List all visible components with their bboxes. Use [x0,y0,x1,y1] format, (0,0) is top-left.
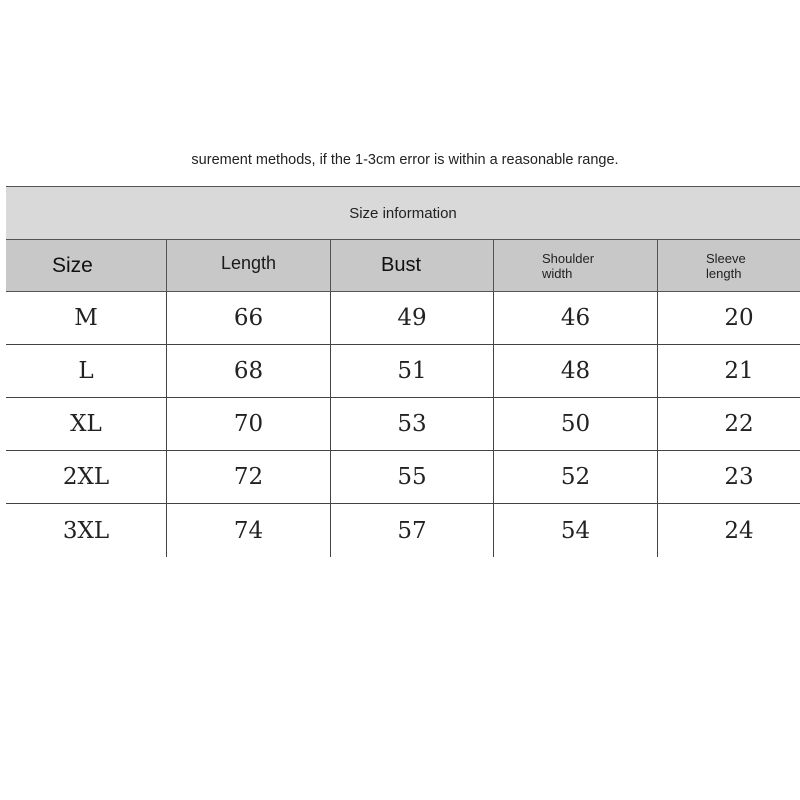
cell-sleeve-length: 22 [658,398,800,451]
header-shoulder-width [494,240,658,292]
header-sleeve-length [658,240,800,292]
cell-length: 66 [167,292,331,345]
cell-size: 2XL [6,451,167,504]
cell-shoulder-width: 46 [494,292,658,345]
cell-length: 68 [167,345,331,398]
cell-sleeve-length: 24 [724,517,754,544]
cell-bust: 57 [331,504,494,557]
cell-bust: 53 [331,398,494,451]
cell-shoulder-width: 50 [494,398,658,451]
size-grid [6,240,800,557]
cell-bust: 49 [331,292,494,345]
header-bust: Bust [331,240,494,292]
cell-sleeve-length: 23 [658,451,800,504]
cell-size: M [6,292,167,345]
cell-bust: 55 [331,451,494,504]
cell-shoulder-width: 54 [494,504,658,557]
cell-bust: 51 [331,345,494,398]
cell-sleeve-length: 21 [658,345,800,398]
cell-shoulder-width: 48 [494,345,658,398]
header-shoulder-line1: Shoulder [542,250,595,266]
cell-length: 72 [167,451,331,504]
cell-length: 74 [167,504,331,557]
table-title: Size information [6,186,800,240]
size-table [6,186,800,557]
header-size: Size [6,240,167,292]
header-shoulder-line2: width [542,265,573,281]
cell-shoulder-width: 52 [494,451,658,504]
cell-length: 70 [167,398,331,451]
cell-size: L [6,345,167,398]
header-sleeve-line2: length [706,265,742,281]
cell-sleeve-length: 20 [658,292,800,345]
cell-size: XL [6,398,167,451]
header-sleeve-line1: Sleeve [706,250,746,266]
measurement-note: surement methods, if the 1-3cm error is within a reasonable range. [191,152,619,168]
header-length: Length [167,240,331,292]
cell-size: 3XL [6,504,167,557]
